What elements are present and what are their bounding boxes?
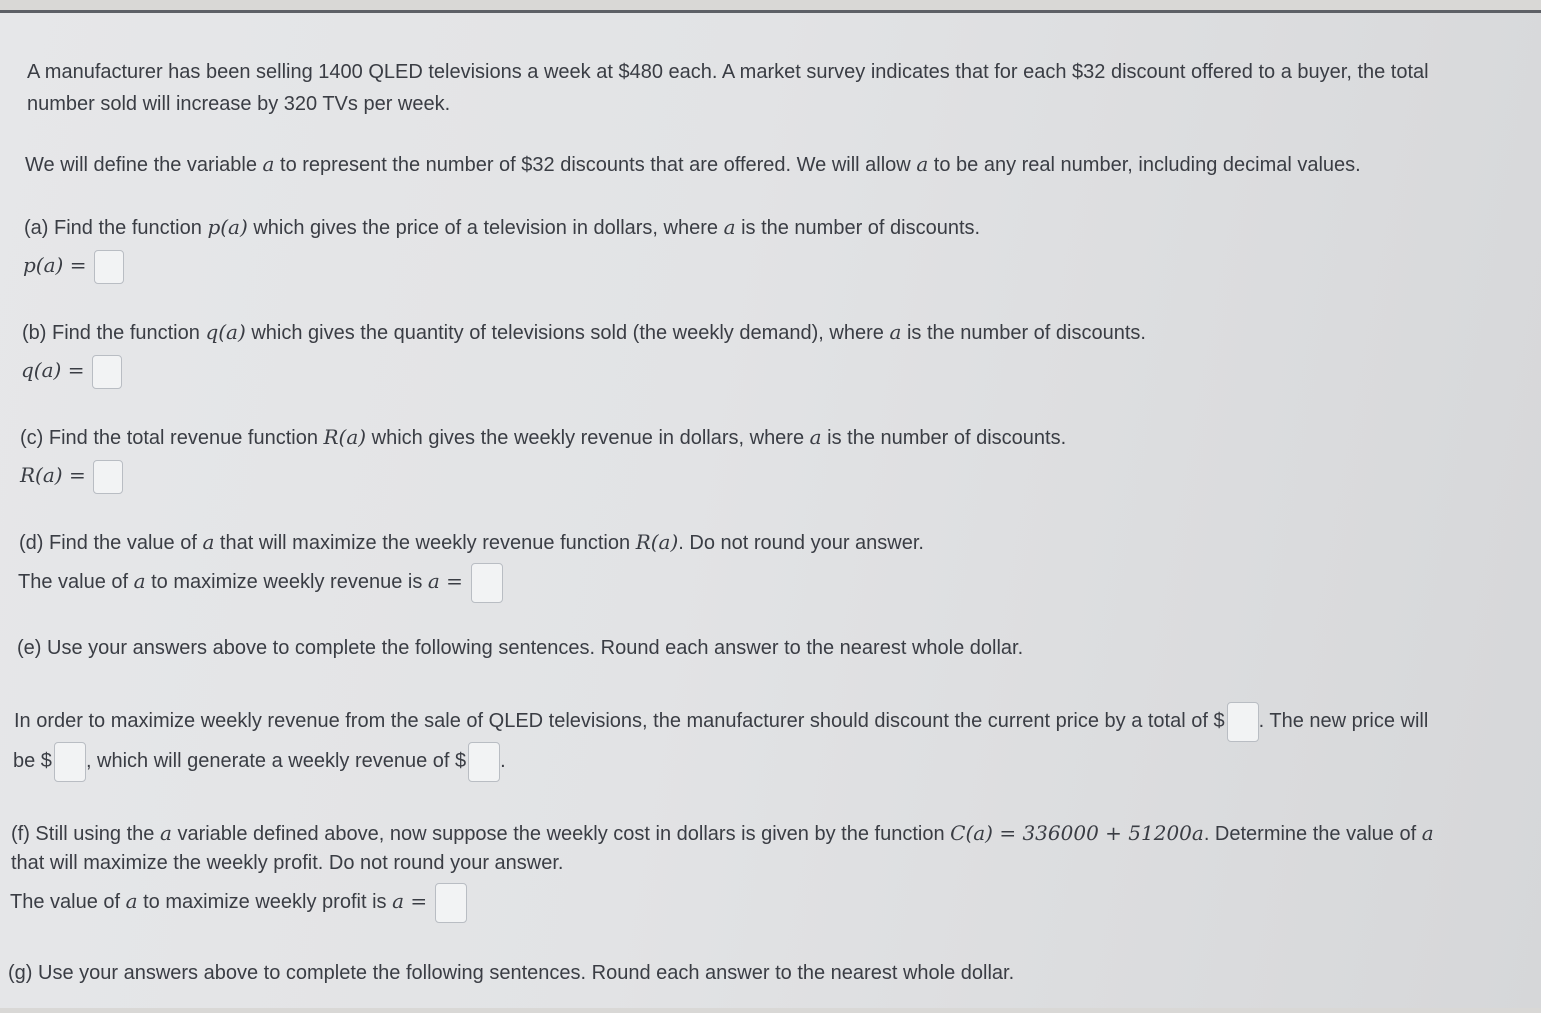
part-d-answer-row: The value of a to maximize weekly revenue is a = — [18, 561, 503, 603]
part-f-answer-row: The value of a to maximize weekly profit is a = — [10, 881, 467, 923]
part-a-answer-row — [23, 247, 124, 284]
part-a-answer-input[interactable] — [94, 250, 124, 284]
part-c-answer-row — [20, 457, 123, 494]
part-c-lhs: R(a) = — [20, 463, 86, 487]
part-e-discount-input[interactable] — [1227, 702, 1259, 742]
variable-a: a — [262, 152, 275, 176]
part-e-instruction: (e) Use your answers above to complete the following sentences. Round each answer to the nearest whole dollar. — [17, 637, 1024, 659]
definition-text: We will define the variable a to represent the number of $32 discounts that are offered. We will allow a to be any real number, including decimal values. — [25, 152, 1361, 176]
intro-line-1: A manufacturer has been selling 1400 QLED televisions a week at $480 each. A market survey indicates that for each $32 discount offered to a buyer, the total — [27, 61, 1429, 83]
part-b-answer-input[interactable] — [92, 355, 122, 389]
cost-function: C(a) = 336000 + 51200a — [950, 821, 1204, 845]
part-g-instruction: (g) Use your answers above to complete the following sentences. Round each answer to the nearest whole dollar. — [8, 962, 1015, 984]
problem-page — [0, 10, 1541, 1008]
part-b-question: (b) Find the function q(a) which gives the quantity of televisions sold (the weekly demand), where a is the number of discounts. — [22, 320, 1146, 344]
part-f-question-line-1: (f) Still using the a variable defined above, now suppose the weekly cost in dollars is given by the function C(a) = 336000 + 51200a. Determine the value of a — [11, 821, 1434, 845]
part-e-sentence-1: In order to maximize weekly revenue from the sale of QLED televisions, the manufacturer should discount the current price by a total of $ . The new price will — [14, 701, 1428, 742]
part-d-question: (d) Find the value of a that will maximize the weekly revenue function R(a). Do not round your answer. — [19, 530, 924, 554]
part-e-new-price-input[interactable] — [54, 742, 86, 782]
part-a-lhs: p(a) = — [23, 253, 87, 277]
part-b-answer-row — [21, 352, 122, 389]
part-e-sentence-2: be $ , which will generate a weekly revenue of $ . — [13, 741, 506, 782]
intro-line-2: number sold will increase by 320 TVs per week. — [27, 93, 451, 115]
part-c-answer-input[interactable] — [93, 460, 123, 494]
part-d-answer-input[interactable] — [471, 563, 503, 603]
part-c-question: (c) Find the total revenue function R(a) which gives the weekly revenue in dollars, where a is the number of discounts. — [20, 425, 1067, 449]
part-a-question: (a) Find the function p(a) which gives the price of a television in dollars, where a is the number of discounts. — [24, 215, 981, 239]
part-f-question-line-2: that will maximize the weekly profit. Do not round your answer. — [11, 852, 564, 874]
part-b-lhs: q(a) = — [21, 358, 85, 382]
part-f-answer-input[interactable] — [435, 883, 467, 923]
part-e-revenue-input[interactable] — [468, 742, 500, 782]
variable-a: a — [916, 152, 929, 176]
